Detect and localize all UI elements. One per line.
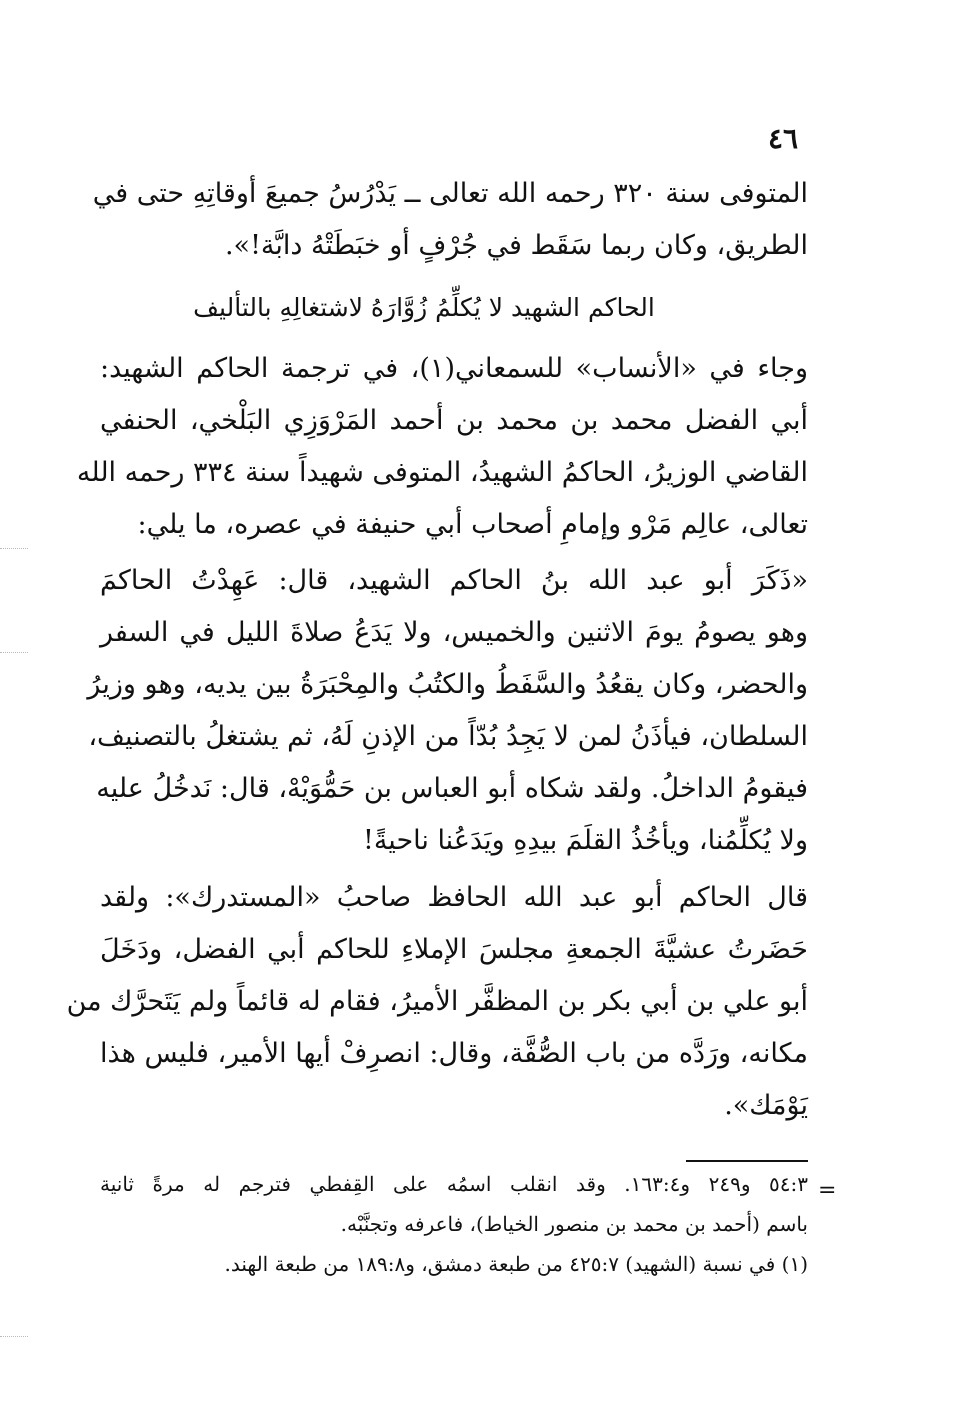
text-line: المتوفى سنة ٣٢٠ رحمه الله تعالى ــ يَدْرُسُ جميعَ أوقاتِهِ حتى في (92, 178, 808, 209)
paragraph-continued (92, 168, 808, 272)
text-line: قال الحاكم أبو عبد الله الحافظ صاحبُ «المستدرك»: ولقد (100, 882, 808, 913)
footnote-continuation-mark: = (818, 1178, 837, 1203)
text-line: حَضَرتُ عشيَّةَ الجمعةِ مجلسَ الإملاءِ للحاكم أبي الفضل، ودَخَلَ (100, 934, 808, 965)
text-line: وجاء في «الأنساب» للسمعاني(١)، في ترجمة الحاكم الشهيد: (100, 353, 808, 384)
footnote-1: (١) في نسبة (الشهيد) ٤٢٥:٧ من طبعة دمشق، و١٨٩:٨ من طبعة الهند. (224, 1252, 808, 1276)
text-line: والحضر، وكان يقعُدُ والسَّفَطُ والكتُبُ والمِحْبَرَةُ بين يديه، وهو وزيرُ (87, 669, 808, 700)
text-line: الطريق، وكان ربما سَقَط في جُرْفٍ أو خبَطَتْهُ دابَّة!». (224, 230, 808, 261)
footnote-line: باسم (أحمد بن محمد بن منصور الخياط)، فاعرفه وتجنَّبْه. (340, 1212, 808, 1236)
text-line: القاضي الوزيرُ، الحاكمُ الشهيدُ، المتوفى شهيداً سنة ٣٣٤ رحمه الله (76, 457, 808, 488)
text-line: فيقومُ الداخلُ. ولقد شكاه أبو العباس بن حَمُّوَيْهْ، قال: نَدخُلُ عليه (96, 773, 808, 804)
text-line: أبي الفضل محمد بن محمد بن أحمد المَرْوَزِي البَلْخي، الحنفي (100, 405, 808, 436)
paragraph-ansab (76, 343, 808, 551)
footnotes (100, 1164, 808, 1284)
footnote-line: ٥٤:٣ و٢٤٩ و١٦٣:٤. وقد انقلب اسمُه على القِفطي فترجم له مرةً ثانية (100, 1172, 809, 1196)
scan-edge-mark (0, 1336, 28, 1337)
text-line: «ذَكَرَ أبو عبد الله بنُ الحاكم الشهيد، قال: عَهِدْتُ الحاكمَ (100, 565, 808, 596)
page-number: ٤٦ (768, 122, 799, 155)
scan-edge-mark (0, 548, 28, 549)
text-line: يَوْمَك». (724, 1090, 808, 1121)
text-line: السلطان، فيأذَنُ لمن لا يَجِدُ بُدّاً من الإذنِ لَهُ، ثم يشتغلُ بالتصنيف، (88, 721, 808, 752)
hakim-paragraph (66, 872, 808, 1132)
scan-edge-mark (0, 652, 28, 653)
text-line: تعالى، عالِم مَرْو وإمامِ أصحاب أبي حنيفة في عصره، ما يلي: (137, 509, 808, 540)
quotation-paragraph (87, 555, 808, 867)
text-line: مكانه، ورَدَّه من باب الصُّفَّة، وقال: انصرِفْ أيها الأمير، فليس هذا (100, 1038, 808, 1069)
text-line: وهو يصومُ يومَ الاثنين والخميس، ولا يَدَعُ صلاةَ الليل في السفر (100, 617, 808, 648)
text-line: ولا يُكلِّمُنا، ويأخُذُ القلَمَ بيدِهِ ويَدَعُنا ناحيةً! (362, 825, 808, 856)
text-line: أبو علي بن أبي بكر بن المظفَّر الأميرُ، فقام له قائماً ولم يَتَحرَّك من (66, 986, 808, 1017)
section-heading: الحاكم الشهيد لا يُكلِّمُ زُوَّارَهُ لاشتغالِهِ بالتأليف (193, 293, 655, 322)
footnote-separator (686, 1160, 808, 1162)
